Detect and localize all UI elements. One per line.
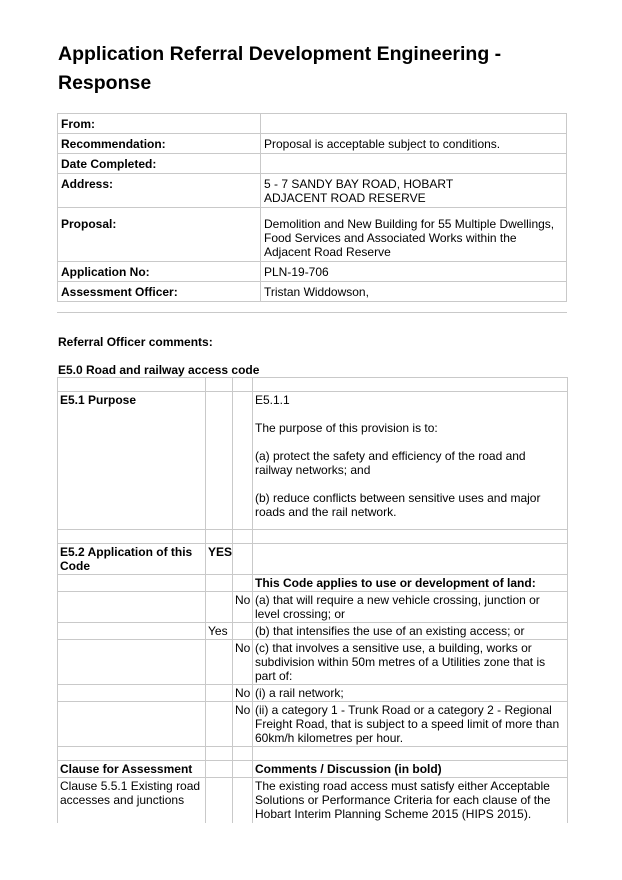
item-cii-flag1 [206,702,233,747]
table-row [58,702,568,747]
recommendation-label: Recommendation: [58,134,261,154]
clause-text: Clause 5.5.1 Existing road accesses and junctions [58,778,206,837]
item-a-text: (a) that will require a new vehicle crossing, junction or level crossing; or [253,592,568,623]
table-row [58,623,568,640]
item-ci-text: (i) a rail network; [253,685,568,702]
table-row [58,640,568,685]
table-row [58,592,568,623]
recommendation-value: Proposal is acceptable subject to conditions. [261,134,567,154]
item-a-flag1 [206,592,233,623]
page-title: Application Referral Development Engineering - Response [58,43,502,94]
application-no-value: PLN-19-706 [261,262,567,282]
table-row [58,262,567,282]
section-divider [57,312,567,313]
table-row [58,392,568,530]
table-row [58,282,567,302]
table-row [58,530,568,544]
purpose-text [253,392,568,530]
purpose-label: E5.1 Purpose [58,392,206,530]
item-b-flag1: Yes [206,623,233,640]
proposal-label: Proposal: [58,208,261,262]
purpose-item-b: (b) reduce conflicts between sensitive uses and major roads and the rail network. [255,491,541,519]
item-b-flag2 [233,623,253,640]
clause-column-header: Clause for Assessment [58,761,206,778]
purpose-ref: E5.1.1 [255,393,290,407]
table-row [58,544,568,575]
date-completed-label: Date Completed: [58,154,261,174]
item-c-text: (c) that involves a sensitive use, a building, works or subdivision within 50m metres of a Utilities zone that is part of: [253,640,568,685]
item-c-flag1 [206,640,233,685]
table-row [58,114,567,134]
item-c-flag2: No [233,640,253,685]
purpose-item-a: (a) protect the safety and efficiency of the road and railway networks; and [255,449,526,477]
address-value [261,174,567,208]
item-cii-flag2: No [233,702,253,747]
table-row [58,208,567,262]
proposal-value: Demolition and New Building for 55 Multiple Dwellings, Food Services and Associated Works within the Adjacent Road Reserve [261,208,567,262]
from-value [261,114,567,134]
table-row [58,747,568,761]
assessment-officer-value: Tristan Widdowson, [261,282,567,302]
application-no-label: Application No: [58,262,261,282]
comments-heading: Referral Officer comments: [58,335,213,349]
application-summary-table [57,113,567,302]
address-line-2: ADJACENT ROAD RESERVE [264,191,426,205]
code-applies-text: This Code applies to use or development of land: [253,575,568,592]
table-row [58,154,567,174]
item-a-flag2: No [233,592,253,623]
assessment-officer-label: Assessment Officer: [58,282,261,302]
item-ci-flag2: No [233,685,253,702]
table-row [58,134,567,154]
table-row [58,378,568,392]
table-row [58,685,568,702]
table-row [58,761,568,778]
item-cii-text: (ii) a category 1 - Trunk Road or a category 2 - Regional Freight Road, that is subject to a speed limit of more than 60km/h kilometres per hour. [253,702,568,747]
date-completed-value [261,154,567,174]
comment-body: The existing road access must satisfy either Acceptable Solutions or Performance Criteria for each clause of the Hobart Interim Planning Scheme 2015 (HIPS 2015). [255,779,551,821]
from-label: From: [58,114,261,134]
code-heading: E5.0 Road and railway access code [58,363,260,377]
application-answer: YES [206,544,233,575]
item-b-text: (b) that intensifies the use of an existing access; or [253,623,568,640]
comments-column-header: Comments / Discussion (in bold) [253,761,568,778]
application-label: E5.2 Application of this Code [58,544,206,575]
item-ci-flag1 [206,685,233,702]
road-access-code-table [57,377,568,837]
page-bottom-mask [0,823,622,880]
address-label: Address: [58,174,261,208]
purpose-intro: The purpose of this provision is to: [255,421,438,435]
address-line-1: 5 - 7 SANDY BAY ROAD, HOBART [264,177,454,191]
table-row [58,575,568,592]
table-row [58,174,567,208]
